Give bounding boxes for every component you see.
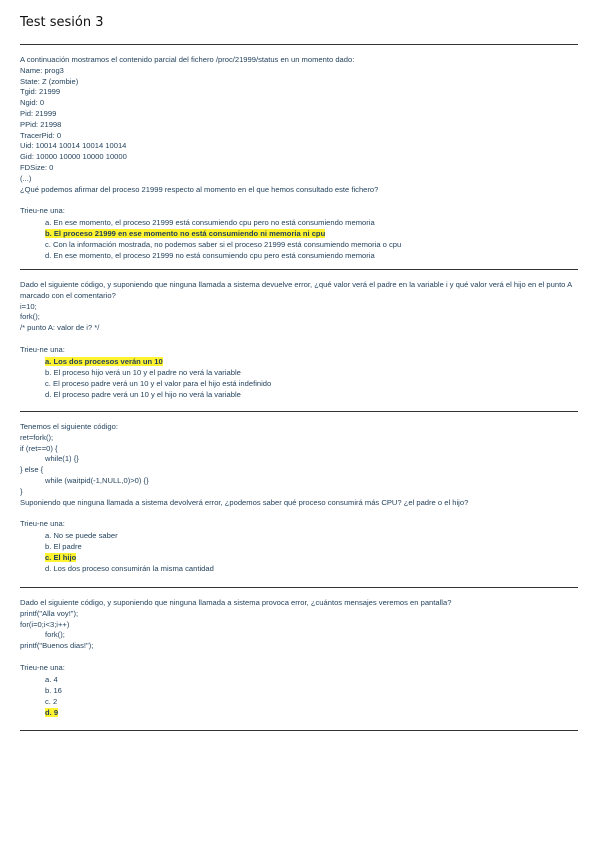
question-text: Gid: 10000 10000 10000 10000	[20, 152, 127, 162]
question-text: fork();	[45, 630, 65, 640]
question-3	[20, 422, 578, 574]
question-text: PPid: 21998	[20, 119, 62, 129]
question-text: Uid: 10014 10014 10014 10014	[20, 141, 127, 151]
page-title: Test sesión 3	[20, 15, 104, 30]
answer-option[interactable]: c. El proceso padre verá un 10 y el valor para el hijo está indefinido	[45, 378, 272, 388]
question-4	[20, 598, 578, 718]
answer-option[interactable]: b. 16	[45, 685, 62, 695]
answer-option[interactable]: a. En ese momento, el proceso 21999 está consumiendo cpu pero no está consumiendo memoria	[45, 217, 375, 227]
answer-option[interactable]: c. 2	[45, 696, 58, 706]
question-text: ret=fork();	[20, 432, 54, 442]
answer-option[interactable]: d. El proceso padre verá un 10 y el hijo no verá la variable	[45, 389, 241, 399]
question-text: (...)	[20, 173, 32, 183]
question-text: while(1) {}	[45, 454, 79, 464]
divider	[20, 269, 578, 270]
answer-option[interactable]: c. Con la información mostrada, no podemos saber si el proceso 21999 está consumiendo memoria o cpu	[45, 239, 402, 249]
answer-prompt: Trieu-ne una:	[20, 662, 65, 672]
question-text: Tenemos el siguiente código:	[20, 422, 118, 431]
answer-option-selected[interactable]: a. Los dos procesos verán un 10	[45, 356, 163, 366]
question-text: while (waitpid(-1,NULL,0)>0) {}	[45, 475, 149, 485]
question-2	[20, 280, 578, 400]
question-text: i=10;	[20, 301, 37, 311]
question-text: FDSize: 0	[20, 162, 54, 172]
question-text: Dado el siguiente código, y suponiendo que ninguna llamada a sistema devuelve error, ¿qué valor verá el padre en la variable i y qué valor verá el hijo en el punto A marcado con el comentario?	[20, 280, 572, 300]
question-text: fork();	[20, 312, 40, 322]
question-text: A continuación mostramos el contenido parcial del fichero /proc/21999/status en un momento dado:	[20, 55, 355, 64]
divider	[20, 730, 578, 731]
answer-option-selected[interactable]: d. 9	[45, 707, 59, 717]
answer-option[interactable]: a. 4	[45, 674, 58, 684]
question-text: Suponiendo que ninguna llamada a sistema devolverá error, ¿podemos saber qué proceso consumirá más CPU? ¿el padre o el hijo?	[20, 497, 469, 507]
question-text: Pid: 21999	[20, 108, 57, 118]
answer-option[interactable]: d. En ese momento, el proceso 21999 no está consumiendo cpu pero está consumiendo memoria	[45, 250, 375, 260]
question-text: printf("Alla voy!");	[20, 608, 79, 618]
question-text: }	[20, 486, 23, 496]
question-text: ¿Qué podemos afirmar del proceso 21999 respecto al momento en el que hemos consultado este fichero?	[20, 184, 379, 194]
question-text: Tgid: 21999	[20, 87, 61, 97]
divider	[20, 411, 578, 412]
question-text: } else {	[20, 465, 44, 475]
question-text: for(i=0;i<3;i++)	[20, 619, 70, 629]
question-text: Dado el siguiente código, y suponiendo que ninguna llamada a sistema provoca error, ¿cuántos mensajes veremos en pantalla?	[20, 598, 452, 607]
answer-option-selected[interactable]: c. El hijo	[45, 552, 77, 562]
answer-option[interactable]: b. El padre	[45, 541, 82, 551]
answer-option[interactable]: d. Los dos proceso consumirán la misma cantidad	[45, 563, 214, 573]
answer-option[interactable]: b. El proceso hijo verá un 10 y el padre no verá la variable	[45, 367, 241, 377]
divider	[20, 587, 578, 588]
question-1	[20, 55, 578, 261]
answer-option[interactable]: a. No se puede saber	[45, 530, 118, 540]
answer-prompt: Trieu-ne una:	[20, 206, 65, 216]
answer-prompt: Trieu-ne una:	[20, 519, 65, 529]
question-text: State: Z (zombie)	[20, 76, 79, 86]
question-text: /* punto A: valor de i? */	[20, 323, 100, 333]
question-text: TracerPid: 0	[20, 130, 62, 140]
answer-prompt: Trieu-ne una:	[20, 344, 65, 354]
question-text: printf("Buenos dias!");	[20, 641, 94, 651]
question-text: Name: prog3	[20, 65, 64, 75]
question-text: if (ret==0) {	[20, 443, 58, 453]
divider	[20, 44, 578, 45]
answer-option-selected[interactable]: b. El proceso 21999 en ese momento no está consumiendo ni memoria ni cpu	[45, 228, 326, 238]
question-text: Ngid: 0	[20, 98, 45, 108]
